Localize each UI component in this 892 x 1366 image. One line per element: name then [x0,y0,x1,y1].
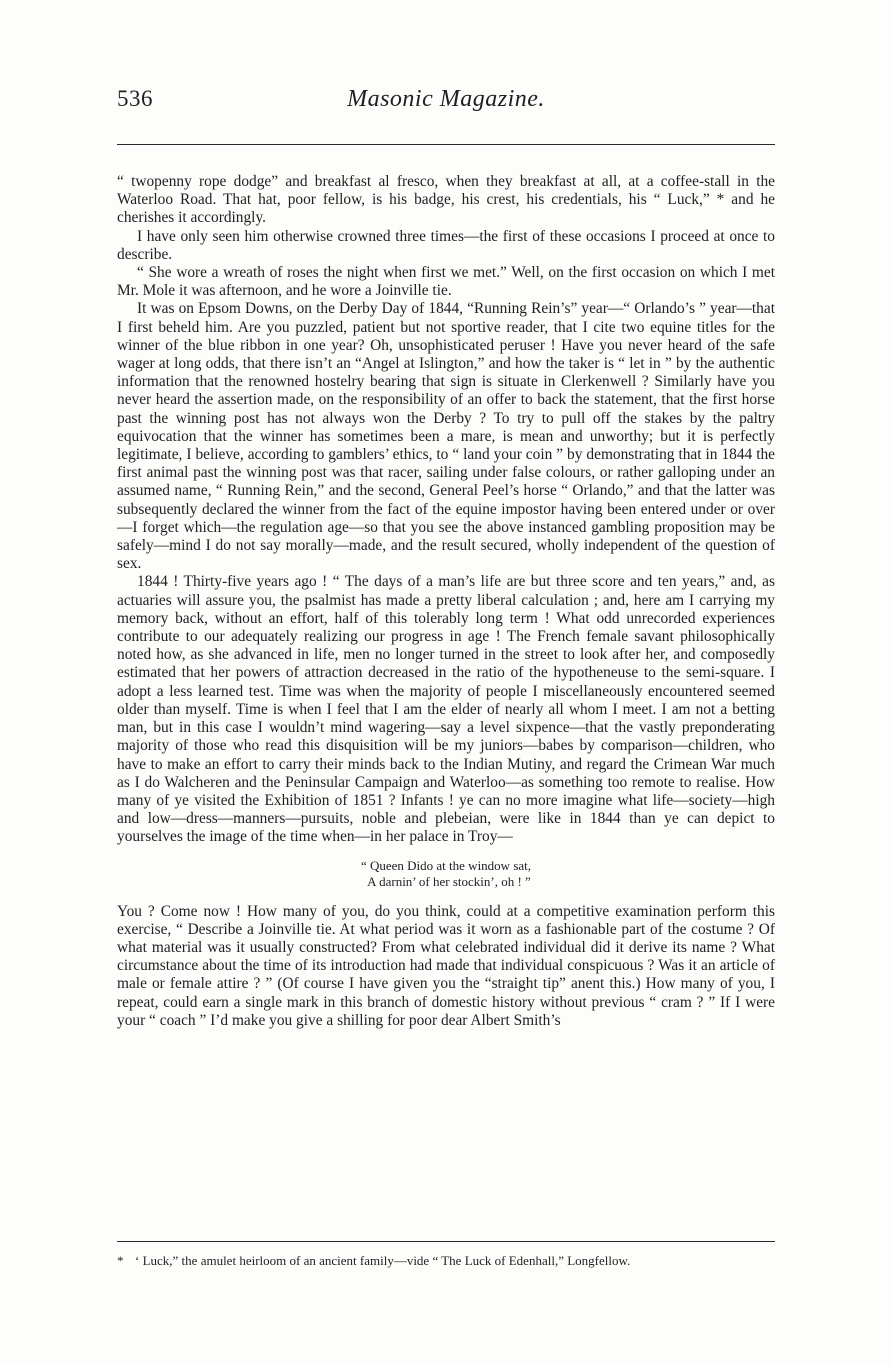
page-number: 536 [117,86,153,111]
footnote-rule [117,1241,775,1242]
footnote [117,1253,775,1269]
header-rule [117,144,775,145]
verse-quotation [117,858,775,890]
paragraph: 1844 ! Thirty-five years ago ! “ The days of a man’s life are but three score and ten years,” and, as actuaries will assure you, the psalmist has made a pretty liberal calculation ; and, here am I carrying my memory back, without an effort, half of this tolerably long term ! What odd unrecorded experiences contribute to our adequately realizing our progress in age ! The French female savant philosophically noted how, as she advanced in life, men no longer turned in the street to look after her, and composedly estimated that her powers of attraction decreased in the ratio of the hypotheneuse to the semi-square. I adopt a less learned test. Time was when the majority of people I miscellaneously encountered seemed older than myself. Time is when I feel that I am the elder of nearly all whom I meet. I am not a betting man, but in this case I wouldn’t mind wagering—say a level sixpence—that the vastly preponderating majority of those who read this disquisition will be my juniors—babes by comparison—children, who have to make an effort to carry their minds back to the Indian Mutiny, and regard the Crimean War much as I do Walcheren and the Peninsular Campaign and Waterloo—as something too remote to realise. How many of ye visited the Exhibition of 1851 ? Infants ! ye can no more imagine what life—society—high and low—dress—manners—pursuits, noble and plebeian, were like in 1844 than ye can depict to yourselves the image of the time when—in her palace in Troy— [117,573,775,846]
running-title: Masonic Magazine. [347,86,545,112]
page-header [117,86,775,120]
footnote-text: ‘ Luck,” the amulet heirloom of an ancient family—vide “ The Luck of Edenhall,” Longfellow. [135,1253,631,1268]
article-body [117,173,775,1030]
paragraph: “ twopenny rope dodge” and breakfast al fresco, when they breakfast at all, at a coffee-stall in the Waterloo Road. That hat, poor fellow, is his badge, his crest, his credentials, his “ Luck,” * and he cherishes it accordingly. [117,173,775,227]
paragraph: I have only seen him otherwise crowned three times—the first of these occasions I proceed at once to describe. [117,227,775,263]
verse-line: “ Queen Dido at the window sat, [360,857,532,873]
paragraph: It was on Epsom Downs, on the Derby Day of 1844, “Running Rein’s” year—“ Orlando’s ” year—that I first beheld him. Are you puzzled, patient but not sportive reader, that I cite two equine titles for the winner of the blue ribbon in one year? Oh, unsophisticated peruser ! Have you never heard of the safe wager at long odds, that there isn’t an “Angel at Islington,” and how the taker is “ let in ” by the authentic information that the renowned hostelry bearing that sign is situate in Clerkenwell ? Similarly have you never heard the assertion made, on the responsibility of an offer to back the statement, that the first horse past the winning post has not always won the Derby ? To try to pull off the stakes by the paltry equivocation that the winner has sometimes been a mare, is mean and unworthy; but it is perfectly legitimate, I believe, according to gamblers’ ethics, to “ land your coin ” by demonstrating that in 1844 the first animal past the winning post was that racer, sailing under false colours, or rather galloping under an assumed name, “ Running Rein,” and the second, General Peel’s horse “ Orlando,” and that the latter was subsequently declared the winner from the fact of the equine impostor having been entered under or over—I forget which—the regulation age—so that you see the above instanced gambling proposition may be safely—mind I do not say morally—made, and the result secured, wholly independent of the question of sex. [117,300,775,573]
footnote-mark: * [117,1253,124,1268]
paragraph: You ? Come now ! How many of you, do you think, could at a competitive examination perform this exercise, “ Describe a Joinville tie. At what period was it worn as a fashionable part of the costume ? Of what material was it usually constructed? From what celebrated individual did it derive its name ? What circumstance about the time of its introduction had made that individual conspicuous ? Was it an article of male or female attire ? ” (Of course I have given you the “straight tip” anent this.) How many of you, I repeat, could earn a single mark in this branch of domestic history without previous “ cram ? ” If I were your “ coach ” I’d make you give a shilling for poor dear Albert Smith’s [117,902,775,1029]
verse-line: A darnin’ of her stockin’, oh ! ” [367,873,531,889]
paragraph: “ She wore a wreath of roses the night when first we met.” Well, on the first occasion on which I met Mr. Mole it was afternoon, and he wore a Joinville tie. [117,264,775,300]
